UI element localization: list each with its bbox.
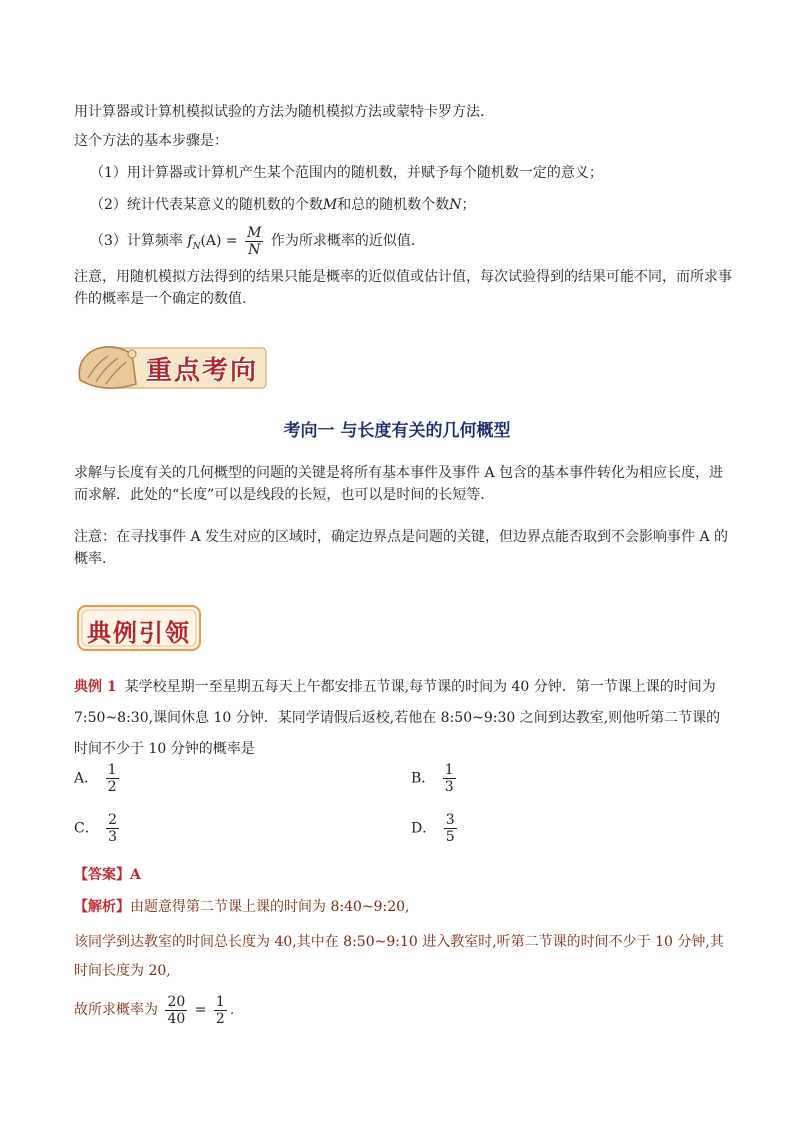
key-direction-banner: [74, 340, 270, 398]
body-paragraph-2: 注意：在寻找事件 A 发生对应的区域时，确定边界点是问题的关键，但边界点能否取到不会影响事件 A 的概率.: [74, 529, 729, 567]
intro-line-1: 用计算器或计算机模拟试验的方法为随机模拟方法或蒙特卡罗方法.: [74, 104, 485, 120]
analysis-line-2: 该同学到达教室的时间总长度为 40,其中在 8:50~9:10 进入教室时,听第二节课的时间不少于 10 分钟,其时间长度为 20,: [74, 934, 724, 979]
intro-note: 注意，用随机模拟方法得到的结果只能是概率的近似值或估计值，每次试验得到的结果可能不同，而所求事件的概率是一个确定的数值.: [74, 269, 732, 307]
choice-b: B． $\frac{1}{3}$: [411, 762, 454, 795]
choice-d: D． $\frac{3}{5}$: [411, 812, 455, 845]
example-banner-text: 典例引领: [87, 618, 191, 647]
example-banner: [76, 604, 202, 652]
example-text: 典例 1 某学校星期一至星期五每天上午都安排五节课,每节课的时间为 40 分钟．第一节课上课的时间为 7:50~8:30,课间休息 10 分钟．某同学请假后返校,若他在 8:50~9:30 之间到达教室,则他听第二节课的时间不少于 10 分钟的概率是: [74, 679, 721, 757]
step-1: （1）用计算器或计算机产生某个范围内的随机数，并赋予每个随机数一定的意义；: [90, 165, 603, 181]
analysis-line-3: 故所求概率为 $\frac{20}{40}$ = $\frac{1}{2}$ .: [74, 993, 235, 1027]
body-paragraph-1: 求解与长度有关的几何概型的问题的关键是将所有基本事件及事件 A 包含的基本事件转化为相应长度，进而求解．此处的“长度”可以是线段的长短，也可以是时间的长短等.: [74, 465, 724, 503]
freq-fraction: $\frac{M}{N}$: [247, 224, 262, 258]
key-direction-banner-text: 重点考向: [146, 356, 259, 386]
step-3: （3）计算频率 $f_N(A)$ = $\frac{M}{N}$ 作为所求概率的近似值.: [90, 224, 416, 258]
section-title: 考向一 与长度有关的几何概型: [283, 421, 511, 441]
intro-line-2: 这个方法的基本步骤是：: [74, 133, 228, 149]
choice-a: A． $\frac{1}{2}$: [74, 762, 117, 795]
choice-c: C． $\frac{2}{3}$: [74, 812, 118, 845]
step-2: （2）统计代表某意义的随机数的个数M和总的随机数个数N；: [90, 197, 476, 213]
answer-line: 【答案】A: [74, 867, 141, 883]
example-label: 典例 1: [74, 679, 117, 695]
analysis-line-1: 【解析】由题意得第二节课上课的时间为 8:40~9:20,: [74, 899, 410, 915]
